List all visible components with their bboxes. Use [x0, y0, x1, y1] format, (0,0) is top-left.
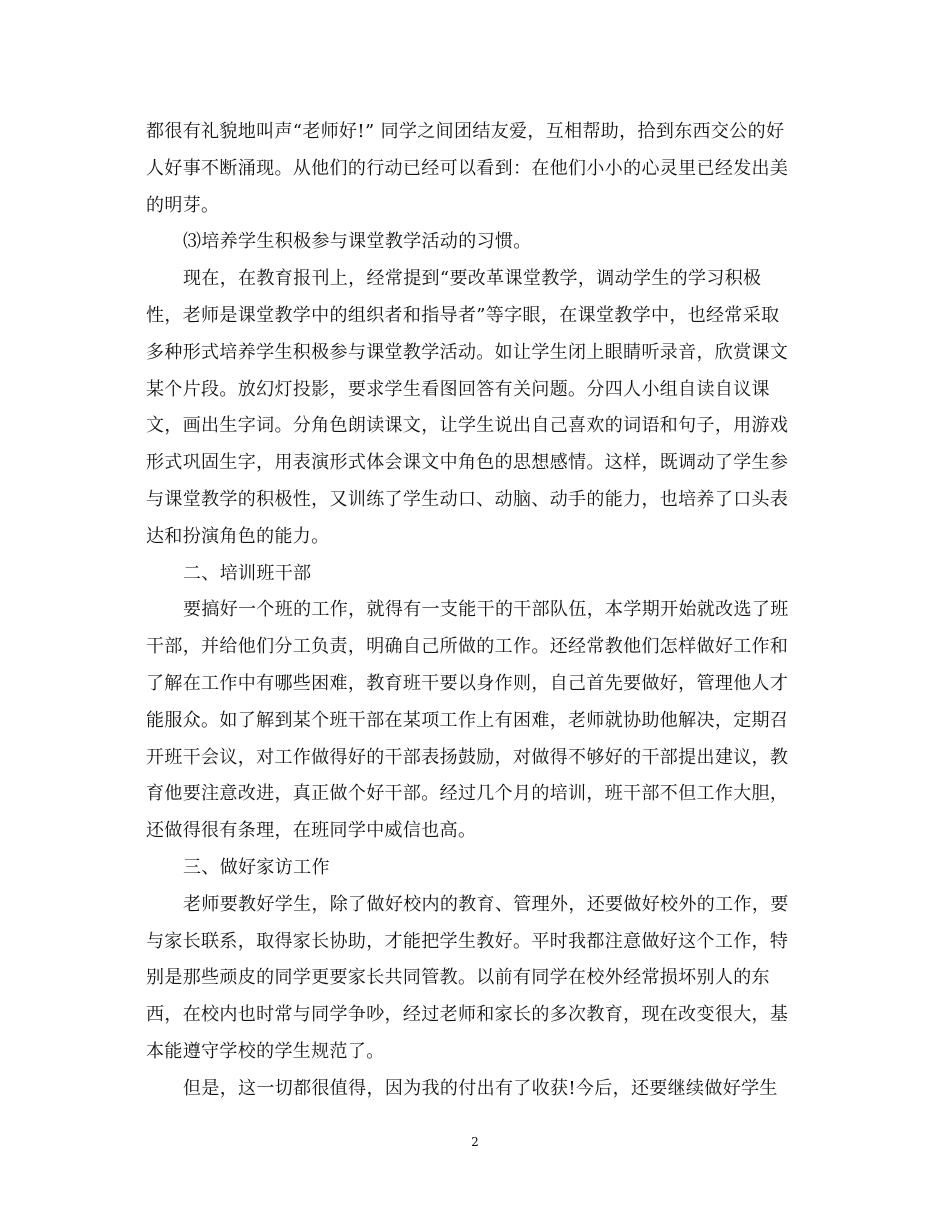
text-line: 都很有礼貌地叫声“老师好!” 同学之间团结友爱，互相帮助，拾到东西交公的好	[146, 121, 785, 142]
text-line: 人好事不断涌现。从他们的行动已经可以看到：在他们小小的心灵里已经发出美	[146, 157, 789, 179]
section-heading: 二、培训班干部	[183, 562, 312, 584]
text-line: 了解在工作中有哪些困难，教育班干要以身作则，自己首先要做好，管理他人才	[146, 672, 789, 694]
text-line: 开班干会议，对工作做得好的干部表扬鼓励，对做得不够好的干部提出建议，教	[146, 746, 789, 768]
text-line: 西，在校内也时常与同学争吵，经过老师和家长的多次教育，现在改变很大，基	[146, 1004, 789, 1026]
paragraph-start-line: 但是，这一切都很值得，因为我的付出有了收获!今后，还要继续做好学生	[183, 1077, 778, 1099]
text-line: 本能遵守学校的学生规范了。	[146, 1040, 385, 1062]
text-line: 的明芽。	[146, 194, 220, 216]
text-line: 与家长联系，取得家长协助，才能把学生教好。平时我都注意做好这个工作，特	[146, 930, 789, 952]
paragraph-start-line: 现在，在教育报刊上，经常提到“要改革课堂教学，调动学生的学习积极	[183, 268, 762, 290]
text-line: 别是那些顽皮的同学更要家长共同管教。以前有同学在校外经常损坏别人的东	[146, 967, 770, 989]
body-text	[146, 114, 806, 1108]
text-line: 性，老师是课堂教学中的组织者和指导者”等字眼，在课堂教学中，也经常采取	[146, 304, 780, 326]
text-line: 干部，并给他们分工负责，明确自己所做的工作。还经常教他们怎样做好工作和	[146, 636, 789, 658]
paragraph-start-line: 要搞好一个班的工作，就得有一支能干的干部队伍，本学期开始就改选了班	[183, 599, 789, 621]
text-line: 形式巩固生字，用表演形式体会课文中角色的思想感情。这样，既调动了学生参	[146, 452, 789, 474]
text-line: 能服众。如了解到某个班干部在某项工作上有困难，老师就协助他解决，定期召	[146, 709, 789, 731]
text-line: 文，画出生字词。分角色朗读课文，让学生说出自己喜欢的词语和句子，用游戏	[146, 415, 789, 437]
text-line: 多种形式培养学生积极参与课堂教学活动。如让学生闭上眼睛听录音，欣赏课文	[146, 341, 789, 363]
text-line: 某个片段。放幻灯投影，要求学生看图回答有关问题。分四人小组自读自议课	[146, 378, 770, 400]
text-line: 与课堂教学的积极性，又训练了学生动口、动脑、动手的能力，也培养了口头表	[146, 488, 789, 510]
paragraph-start-line: 老师要教好学生，除了做好校内的教育、管理外，还要做好校外的工作，要	[183, 893, 789, 915]
subheading: ⑶培养学生积极参与课堂教学活动的习惯。	[183, 231, 532, 253]
page-number: 2	[471, 1135, 479, 1149]
section-heading: 三、做好家访工作	[183, 856, 330, 878]
text-line: 达和扮演角色的能力。	[146, 525, 330, 547]
text-line: 还做得很有条理，在班同学中威信也高。	[146, 820, 477, 842]
text-line: 育他要注意改进，真正做个好干部。经过几个月的培训，班干部不但工作大胆，	[146, 783, 789, 805]
